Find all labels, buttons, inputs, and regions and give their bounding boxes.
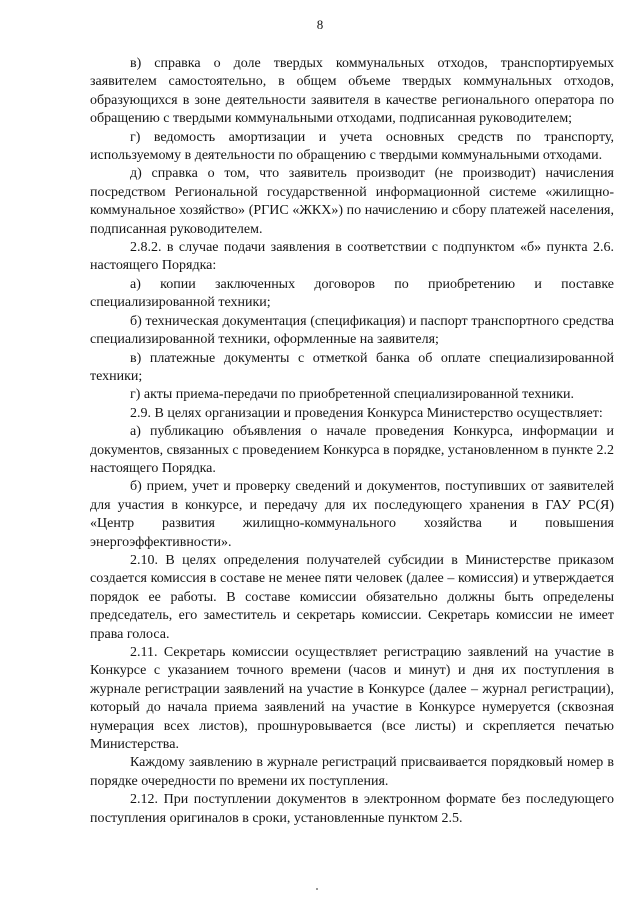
paragraph-2-11: 2.11. Секретарь комиссии осуществляет регистрацию заявлений на участие в Конкурсе с указанием точного времени (часов и минут) и дня их поступления в журнале регистрации заявлений на участие в Конкурсе (далее – журнал регистрации), который до начала приема заявлений на участие в Конкурсе нумеруется (сквозная нумерация всех листов), прошнуровывается (все листы) и скрепляется печатью Министерства. — [90, 645, 614, 753]
paragraph-v-payment-documents: в) платежные документы с отметкой банка об оплате специализированной техники; — [90, 350, 614, 384]
scan-speck — [316, 888, 318, 890]
paragraph-2-9: 2.9. В целях организации и проведения Конкурса Министерство осуществляет: — [130, 405, 603, 421]
paragraph-v-tko-share-certificate: в) справка о доле твердых коммунальных отходов, транспортируемых заявителем самостоятельно, в общем объеме твердых коммунальных отходов, образующихся в зоне деятельности заявителя в качестве регионального оператора по обращению с твердыми коммунальными отходами, подписанная руководителем; — [90, 56, 614, 127]
paragraph-g-depreciation-statement: г) ведомость амортизации и учета основных средств по транспорту, используемому в деятельности по обращению с твердыми коммунальными отходами. — [90, 129, 614, 164]
paragraph-g-acceptance-acts: г) акты приема-передачи по приобретенной специализированной техники. — [130, 387, 575, 403]
paragraph-b-reception-and-storage: б) прием, учет и проверку сведений и документов, поступивших от заявителей для участия в конкурсе, и передачу для их последующего хранения в ГАУ РС(Я) «Центр развития жилищно-коммунального хозяйства и повышения энергоэффективности». — [90, 479, 614, 550]
page-number: 8 — [316, 17, 324, 32]
paragraph-a-publication: а) публикацию объявления о начале проведения Конкурса, информации и документов, связанных с проведением Конкурса в порядке, установленном в пункте 2.2 настоящего Порядка. — [90, 424, 614, 476]
paragraph-d-rgis-certificate: д) справка о том, что заявитель производит (не производит) начисления посредством Региональной государственной информационной системе «жилищно-коммунальное хозяйство» (РГИС «ЖКХ») по начислению и сбору платежей населения, подписанная руководителем. — [90, 166, 614, 237]
paragraph-b-technical-documentation: б) техническая документация (спецификация) и паспорт транспортного средства специализированной техники, оформленные на заявителя; — [90, 313, 614, 348]
paragraph-2-12: 2.12. При поступлении документов в электронном формате без последующего поступления оригиналов в сроки, установленные пунктом 2.5. — [90, 792, 614, 826]
paragraph-2-8-2: 2.8.2. в случае подачи заявления в соответствии с подпунктом «б» пункта 2.6. настоящего Порядка: — [90, 240, 614, 274]
paragraph-registration-numbering: Каждому заявлению в журнале регистраций присваивается порядковый номер в порядке очередности по времени их поступления. — [90, 755, 614, 789]
paragraph-2-10: 2.10. В целях определения получателей субсидии в Министерстве приказом создается комиссия в составе не менее пяти человек (далее – комиссия) и утверждается порядок ее работы. В составе комиссии обязательно должны быть определены председатель, его заместитель и секретарь комиссии. Секретарь комиссии не имеет права голоса. — [90, 552, 614, 642]
paragraph-a-contract-copies: а) копии заключенных договоров по приобретению и поставке специализированной техники; — [90, 276, 614, 311]
document-body — [90, 55, 614, 828]
